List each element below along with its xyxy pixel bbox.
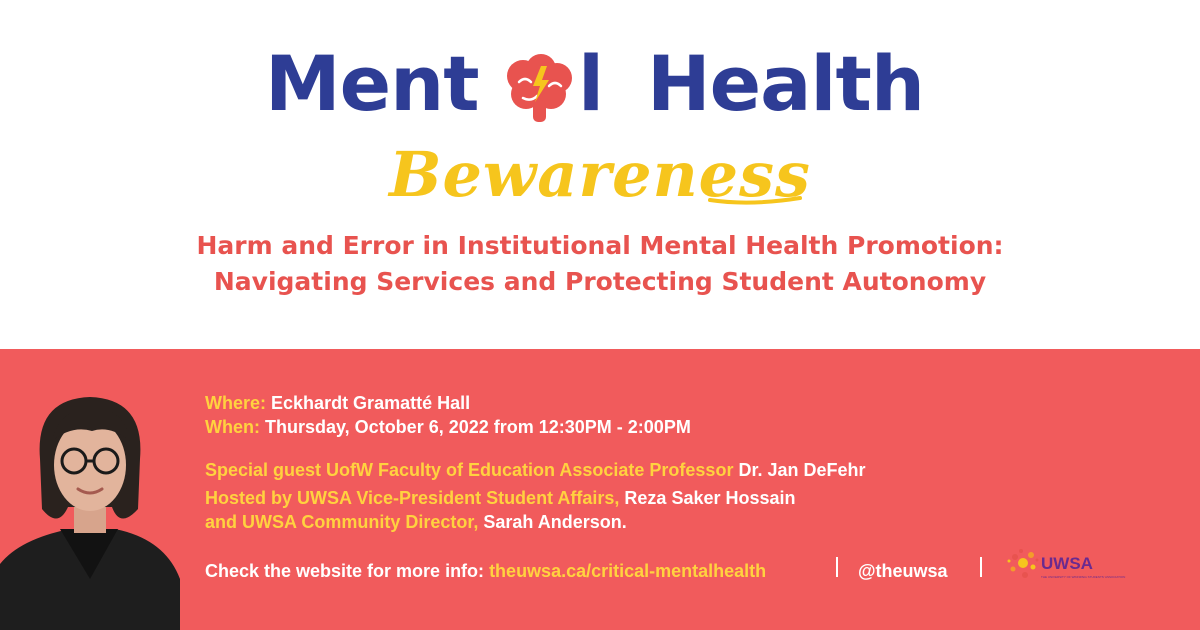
title-text-l: l — [578, 39, 604, 128]
host2-line — [205, 510, 627, 534]
host1-value: Reza Saker Hossain — [624, 488, 796, 508]
when-line — [205, 415, 691, 439]
speaker-photo — [0, 379, 180, 630]
host2-label: and UWSA Community Director, — [205, 512, 479, 532]
when-label: When: — [205, 417, 260, 437]
subtitle-bewareness: Bewareness — [389, 138, 811, 211]
divider — [980, 557, 982, 577]
where-label: Where: — [205, 393, 267, 413]
logo-subtext: THE UNIVERSITY OF WINNIPEG STUDENTS' ASSOCIATION — [1041, 575, 1126, 579]
subtitle-swash-decoration — [380, 186, 840, 216]
logo-text: UWSA — [1041, 554, 1093, 573]
where-value: Eckhardt Gramatté Hall — [271, 393, 471, 413]
logo-splash-icon — [1008, 549, 1039, 578]
event-title-line-2: Navigating Services and Protecting Student Autonomy — [213, 267, 987, 296]
title-text-ment: Ment — [265, 39, 479, 128]
guest-value: Dr. Jan DeFehr — [738, 460, 866, 480]
event-title-line-1: Harm and Error in Institutional Mental Health Promotion: — [196, 231, 1004, 260]
when-value: Thursday, October 6, 2022 from 12:30PM - 2:00PM — [265, 417, 691, 437]
guest-line — [205, 458, 866, 482]
main-title — [265, 36, 945, 132]
guest-label: Special guest UofW Faculty of Education Associate Professor — [205, 460, 734, 480]
divider — [836, 557, 838, 577]
host1-line — [205, 486, 796, 510]
footer-info — [205, 558, 766, 584]
title-text-health: Health — [647, 39, 924, 128]
event-title — [150, 228, 1050, 300]
uwsa-logo — [1005, 545, 1126, 587]
host1-label: Hosted by UWSA Vice-President Student Affairs, — [205, 488, 620, 508]
where-line — [205, 391, 470, 415]
brain-lightning-icon — [501, 52, 577, 124]
host2-value: Sarah Anderson. — [483, 512, 627, 532]
social-handle[interactable]: @theuwsa — [858, 561, 948, 581]
info-label: Check the website for more info: — [205, 561, 485, 581]
website-link[interactable]: theuwsa.ca/critical-mentalhealth — [489, 561, 767, 581]
